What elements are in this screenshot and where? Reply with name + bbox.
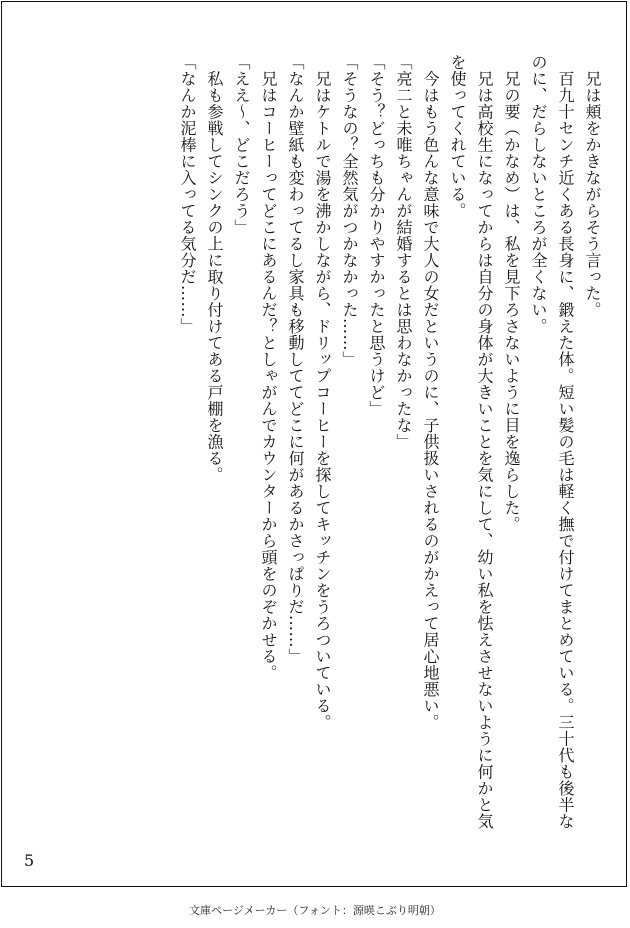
text-line: 兄は高校生になってからは自分の身体が大きいことを気にして、幼い私を怯えさせないように何かと気を使ってくれている。 [448,54,494,830]
text-line: 私も参戦してシンクの上に取り付けてある戸棚を漁る。 [205,54,224,483]
text-line: 百九十センチ近くある長身に、鍛えた体。短い髪の毛は軽く撫で付けてまとめている。三十代も後半なのに、だらしないところが全くない。 [529,54,575,830]
text-line: 兄はケトルで湯を沸かしながら、ドリップコーヒーを探してキッチンをうろついている。 [313,54,332,731]
text-line: 「そうなの？全然気がつかなかった……」 [340,54,359,368]
text-line: 「なんか泥棒に入ってる気分だ……」 [178,54,197,335]
text-line: 「なんか壁紙も変わってるし家具も移動しててどこに何があるかさっぱりだ……」 [286,54,305,665]
text-line: 今はもう色んな意味で大人の女だというのに、子供扱いされるのがかえって居心地悪い。 [421,54,440,731]
vertical-body-text [174,54,606,844]
text-line: 兄の要（かなめ）は、私を見下ろさないように目を逸らした。 [502,54,521,533]
text-line: 「そう？どっちも分かりやすかったと思うけど」 [367,54,386,417]
text-line: 兄は頬をかきながらそう言った。 [583,54,602,318]
text-line: 「ええ～、どこだろう」 [232,54,251,236]
text-line: 「亮二と未唯ちゃんが結婚するとは思わなかったな」 [394,54,413,450]
page-number: 5 [24,851,35,870]
footer-credit: 文庫ページメーカー（フォント：源暎こぶり明朝） [189,904,441,917]
text-line: 兄はコーヒーってどこにあるんだ？としゃがんでカウンターから頭をのぞかせる。 [259,54,278,681]
manuscript-page [1,1,627,887]
